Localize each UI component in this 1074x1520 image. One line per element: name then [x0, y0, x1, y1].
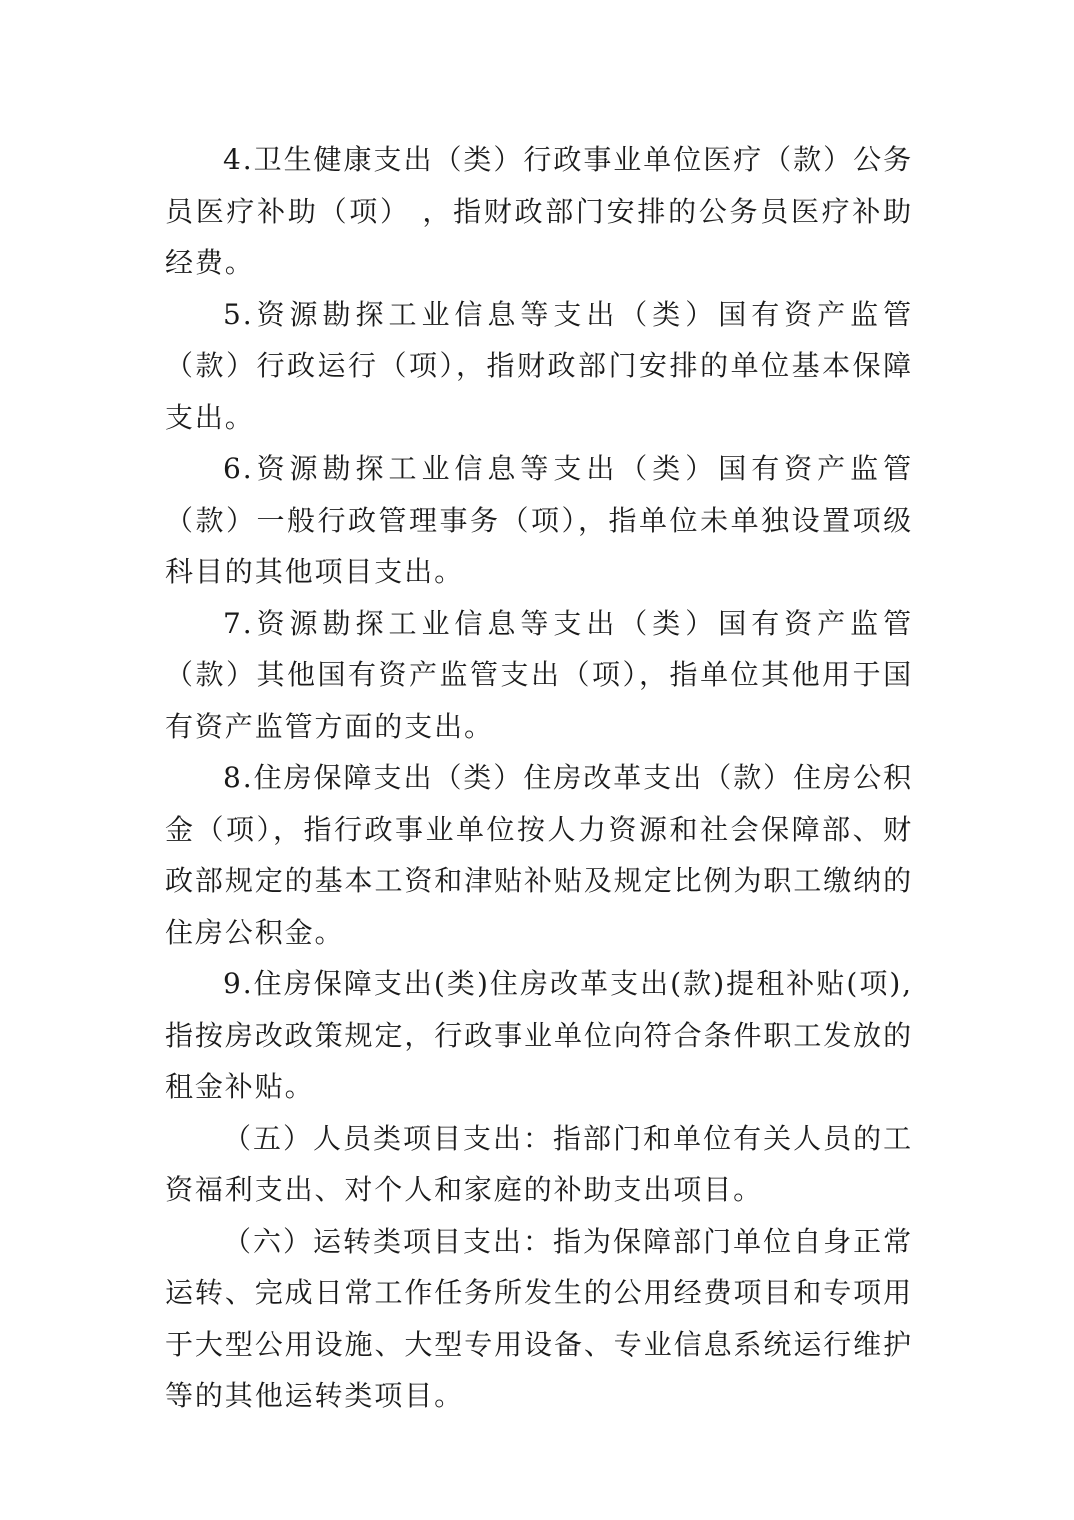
paragraph-item-6: 6.资源勘探工业信息等支出（类）国有资产监管（款）一般行政管理事务（项），指单位未单独设置项级科目的其他项目支出。 [165, 452, 913, 588]
paragraph-section-5: （五）人员类项目支出：指部门和单位有关人员的工资福利支出、对个人和家庭的补助支出项目。 [165, 1121, 913, 1206]
paragraph-item-8: 8.住房保障支出（类）住房改革支出（款）住房公积金（项），指行政事业单位按人力资源和社会保障部、财政部规定的基本工资和津贴补贴及规定比例为职工缴纳的住房公积金。 [165, 761, 913, 949]
paragraph-section-6: （六）运转类项目支出：指为保障部门单位自身正常运转、完成日常工作任务所发生的公用经费项目和专项用于大型公用设施、大型专用设备、专业信息系统运行维护等的其他运转类项目。 [165, 1224, 913, 1412]
paragraph-item-4: 4.卫生健康支出（类）行政事业单位医疗（款）公务员医疗补助（项） ，指财政部门安排的公务员医疗补助经费。 [165, 143, 913, 279]
document-body [165, 134, 913, 1422]
paragraph-item-9: 9.住房保障支出(类)住房改革支出(款)提租补贴(项),指按房改政策规定，行政事业单位向符合条件职工发放的租金补贴。 [165, 967, 913, 1103]
paragraph-item-5: 5.资源勘探工业信息等支出（类）国有资产监管（款）行政运行（项），指财政部门安排的单位基本保障支出。 [165, 297, 913, 434]
paragraph-item-7: 7.资源勘探工业信息等支出（类）国有资产监管（款）其他国有资产监管支出（项），指单位其他用于国有资产监管方面的支出。 [165, 606, 913, 743]
